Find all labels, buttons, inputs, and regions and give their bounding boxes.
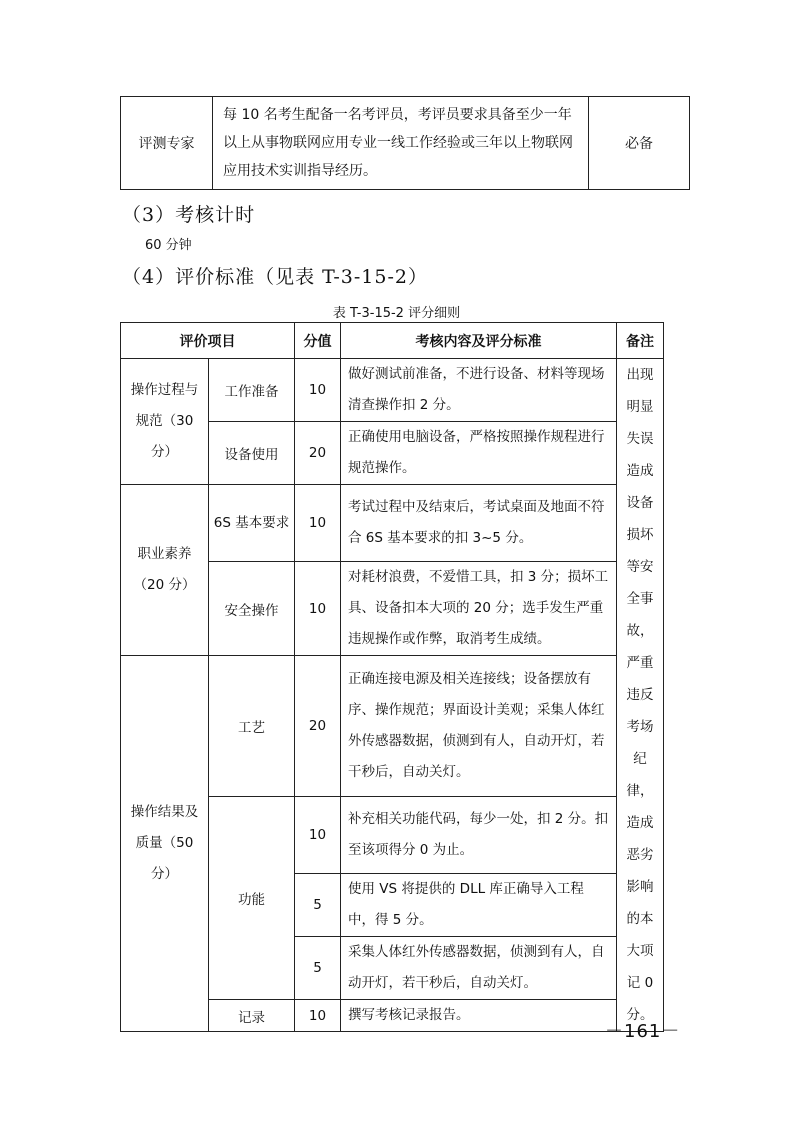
row-content: 使用 VS 将提供的 DLL 库正确导入工程中，得 5 分。 [341,874,617,937]
expert-requirement-table [120,96,690,190]
row-item: 工艺 [209,656,295,796]
row-score: 20 [295,422,341,485]
section-heading-criteria: （4）评价标准（见表 T-3-15-2） [122,266,428,288]
scoring-table [120,322,664,1032]
row-item: 工作准备 [209,359,295,422]
header-item: 评价项目 [121,323,295,359]
table-caption: 表 T-3-15-2 评分细则 [332,306,461,321]
row-item: 安全操作 [209,562,295,656]
row-content: 考试过程中及结束后，考试桌面及地面不符合 6S 基本要求的扣 3~5 分。 [341,485,617,562]
row-item: 6S 基本要求 [209,485,295,562]
row-content: 撰写考核记录报告。 [341,1000,617,1032]
row-score: 10 [295,562,341,656]
row-score: 20 [295,656,341,796]
group-process: 操作过程与规范（30 分） [121,359,209,485]
header-content: 考核内容及评分标准 [341,323,617,359]
table-header-row [121,323,664,359]
exam-duration: 60 分钟 [145,238,192,253]
row-item: 功能 [209,796,295,999]
row-score: 10 [295,485,341,562]
row-content: 正确连接电源及相关连接线；设备摆放有序、操作规范；界面设计美观；采集人体红外传感器数据，侦测到有人，自动开灯，若干秒后，自动关灯。 [341,656,617,796]
expert-requirement: 必备 [589,97,690,190]
row-content: 采集人体红外传感器数据，侦测到有人，自动开灯，若干秒后，自动关灯。 [341,937,617,1000]
expert-description: 每 10 名考生配备一名考评员，考评员要求具备至少一年以上从事物联网应用专业一线工作经验或三年以上物联网应用技术实训指导经历。 [213,97,589,190]
row-item: 设备使用 [209,422,295,485]
remarks-note: 出现明显失误造成设备损坏等安全事故，严重违反考场纪律，造成恶劣影响的本大项记 0 分。 [617,359,664,1032]
group-professional: 职业素养（20 分） [121,485,209,656]
section-heading-timing: （3）考核计时 [122,204,256,226]
row-content: 做好测试前准备，不进行设备、材料等现场清查操作扣 2 分。 [341,359,617,422]
table-row [121,656,664,796]
header-note: 备注 [617,323,664,359]
row-content: 对耗材浪费，不爱惜工具，扣 3 分；损坏工具、设备扣本大项的 20 分；选手发生严重违规操作或作弊，取消考生成绩。 [341,562,617,656]
row-content: 补充相关功能代码，每少一处，扣 2 分。扣至该项得分 0 为止。 [341,796,617,873]
table-row [121,485,664,562]
page-number: －161－ [605,1021,681,1042]
table-row [121,97,690,190]
row-score: 10 [295,796,341,873]
row-content: 正确使用电脑设备，严格按照操作规程进行规范操作。 [341,422,617,485]
header-score: 分值 [295,323,341,359]
row-item: 记录 [209,1000,295,1032]
row-score: 10 [295,359,341,422]
expert-label: 评测专家 [121,97,213,190]
table-row [121,359,664,422]
row-score: 5 [295,874,341,937]
group-result: 操作结果及质量（50 分） [121,656,209,1032]
row-score: 5 [295,937,341,1000]
row-score: 10 [295,1000,341,1032]
